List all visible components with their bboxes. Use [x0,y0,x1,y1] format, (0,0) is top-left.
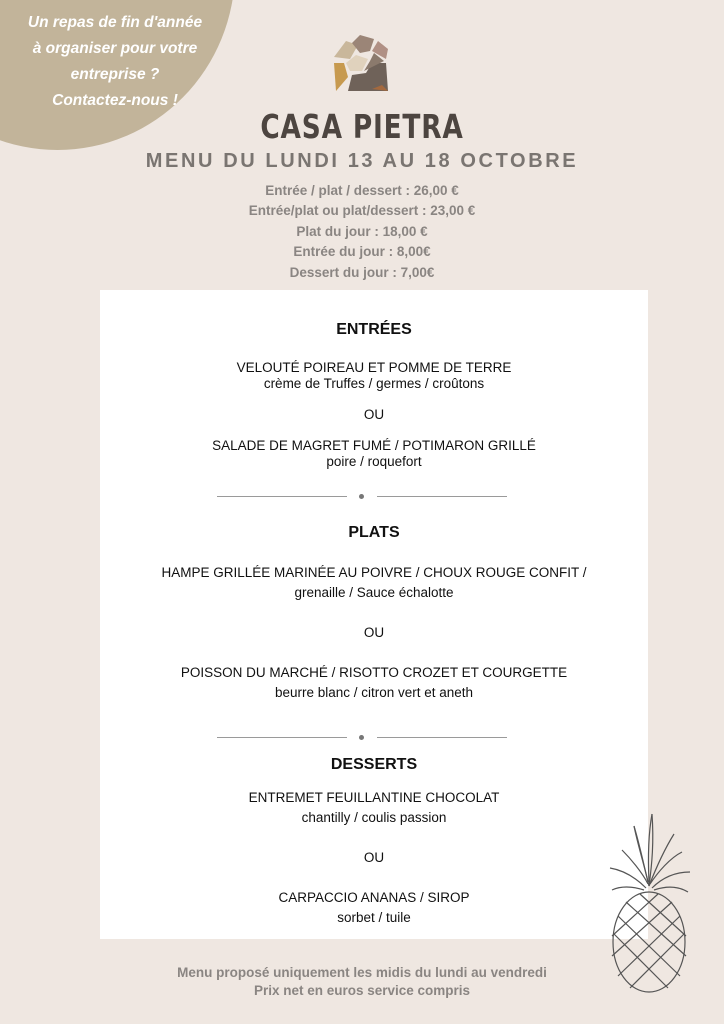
section-title-desserts: DESSERTS [330,756,418,773]
menu-card [100,290,648,939]
stone-mosaic-logo-icon [330,33,390,93]
price-line: Entrée/plat ou plat/dessert : 23,00 € [248,203,476,219]
dish-name: HAMPE GRILLÉE MARINÉE AU POIVRE / CHOUX ROUGE CONFIT / [161,565,587,580]
dish-name: POISSON DU MARCHÉ / RISOTTO CROZET ET COURGETTE [180,665,568,680]
dish-description: chantilly / coulis passion [301,810,447,825]
dish-description: crème de Truffes / germes / croûtons [263,376,485,391]
footer-line: Menu proposé uniquement les midis du lundi au vendredi [177,965,547,980]
dish-name: SALADE DE MAGRET FUMÉ / POTIMARON GRILLÉ [212,438,536,453]
or-separator: OU [363,625,385,640]
dish-description: grenaille / Sauce échalotte [294,585,454,600]
dish-name: ENTREMET FEUILLANTINE CHOCOLAT [248,790,500,805]
brand-name: CASA PIETRA [260,107,464,146]
promo-line: Contactez-nous ! [52,92,178,109]
menu-title: MENU DU LUNDI 13 AU 18 OCTOBRE [145,150,579,172]
section-title-plats: PLATS [348,524,400,541]
or-separator: OU [363,407,385,422]
promo-line: entreprise ? [70,66,160,83]
section-title-entrees: ENTRÉES [336,321,412,338]
divider [217,733,507,743]
price-line: Plat du jour : 18,00 € [296,223,428,239]
price-line: Entrée du jour : 8,00€ [293,244,431,260]
dish-description: poire / roquefort [326,454,422,469]
footer-note [0,964,724,1000]
promo-line: Un repas de fin d'année [27,14,203,31]
dish-description: sorbet / tuile [337,910,411,925]
price-line: Dessert du jour : 7,00€ [289,264,435,280]
footer-line: Prix net en euros service compris [253,983,471,998]
dish-description: beurre blanc / citron vert et aneth [274,685,474,700]
or-separator: OU [363,850,385,865]
price-line: Entrée / plat / dessert : 26,00 € [265,183,459,198]
promo-text [0,10,230,114]
dish-name: VELOUTÉ POIREAU ET POMME DE TERRE [236,360,512,375]
divider [217,492,507,502]
dish-name: CARPACCIO ANANAS / SIROP [278,890,470,905]
price-list [0,181,724,283]
promo-line: à organiser pour votre [32,40,198,57]
